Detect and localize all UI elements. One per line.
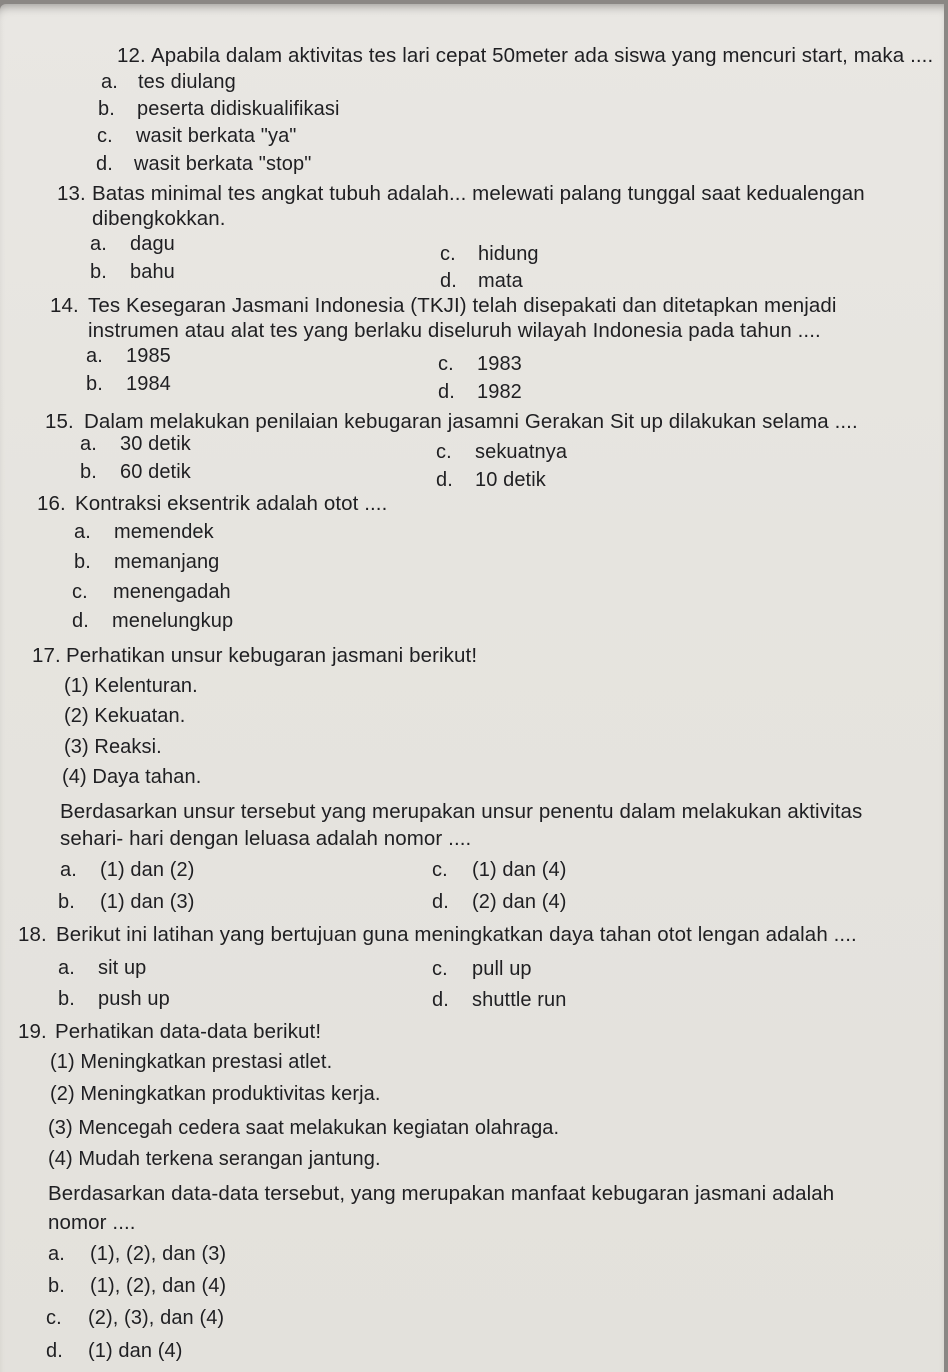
list-item: (2) Kekuatan. bbox=[64, 705, 186, 727]
question-17-stem: Berdasarkan unsur tersebut yang merupakan unsur penentu dalam melakukan aktivitas bbox=[60, 800, 863, 823]
option-letter: a. bbox=[90, 233, 107, 255]
option-text: 30 detik bbox=[120, 433, 191, 455]
option-text: (1) dan (4) bbox=[88, 1340, 183, 1362]
list-item: (1) Meningkatkan prestasi atlet. bbox=[50, 1051, 333, 1073]
list-item: (4) Mudah terkena serangan jantung. bbox=[48, 1148, 381, 1170]
option-text: (2) dan (4) bbox=[472, 891, 567, 913]
option-letter: a. bbox=[101, 71, 118, 93]
option-text: menelungkup bbox=[112, 610, 234, 632]
option-text: sit up bbox=[98, 957, 147, 979]
option-text: hidung bbox=[478, 243, 539, 265]
list-item: (3) Reaksi. bbox=[64, 736, 162, 758]
option-text: menengadah bbox=[113, 581, 231, 603]
option-letter: d. bbox=[432, 989, 449, 1011]
question-17-text: Perhatikan unsur kebugaran jasmani berikut! bbox=[66, 644, 478, 667]
option-letter: a. bbox=[60, 859, 77, 881]
option-letter: b. bbox=[58, 891, 75, 913]
option-text: peserta didiskualifikasi bbox=[137, 98, 340, 120]
option-text: (1) dan (4) bbox=[472, 859, 567, 881]
option-text: 1982 bbox=[477, 381, 522, 403]
list-item: (1) Kelenturan. bbox=[64, 675, 198, 697]
question-12-text: Apabila dalam aktivitas tes lari cepat 50meter ada siswa yang mencuri start, maka .... bbox=[151, 44, 934, 67]
option-letter: d. bbox=[72, 610, 89, 632]
option-text: sekuatnya bbox=[475, 441, 568, 463]
question-17-stem-line2: sehari- hari dengan leluasa adalah nomor .... bbox=[60, 827, 472, 850]
option-text: memanjang bbox=[114, 551, 220, 573]
option-letter: a. bbox=[74, 521, 91, 543]
option-letter: c. bbox=[436, 441, 452, 463]
option-text: (1), (2), dan (4) bbox=[90, 1275, 227, 1297]
option-letter: b. bbox=[48, 1275, 65, 1297]
option-text: memendek bbox=[114, 521, 214, 543]
option-letter: d. bbox=[436, 469, 453, 491]
option-letter: d. bbox=[438, 381, 455, 403]
option-letter: a. bbox=[58, 957, 75, 979]
option-text: dagu bbox=[130, 233, 175, 255]
option-text: 10 detik bbox=[475, 469, 546, 491]
option-letter: b. bbox=[74, 551, 91, 573]
option-letter: d. bbox=[432, 891, 449, 913]
list-item: (2) Meningkatkan produktivitas kerja. bbox=[50, 1083, 381, 1105]
question-14-number: 14. bbox=[50, 294, 79, 317]
exam-paper bbox=[0, 4, 944, 1372]
question-14-text: Tes Kesegaran Jasmani Indonesia (TKJI) telah disepakati dan ditetapkan menjadi bbox=[88, 294, 837, 317]
question-16-number: 16. bbox=[37, 492, 66, 515]
option-text: pull up bbox=[472, 958, 532, 980]
question-15-number: 15. bbox=[45, 410, 74, 433]
question-16-text: Kontraksi eksentrik adalah otot .... bbox=[75, 492, 388, 515]
option-text: 1984 bbox=[126, 373, 171, 395]
question-13-number: 13. bbox=[57, 182, 86, 205]
option-letter: a. bbox=[48, 1243, 65, 1265]
option-letter: c. bbox=[46, 1307, 62, 1329]
option-text: 60 detik bbox=[120, 461, 191, 483]
option-text: wasit berkata "ya" bbox=[136, 125, 297, 147]
question-18-number: 18. bbox=[18, 923, 47, 946]
option-text: tes diulang bbox=[138, 71, 236, 93]
option-letter: b. bbox=[90, 261, 107, 283]
question-14-text-line2: instrumen atau alat tes yang berlaku diseluruh wilayah Indonesia pada tahun .... bbox=[88, 319, 821, 342]
question-18-text: Berikut ini latihan yang bertujuan guna meningkatkan daya tahan otot lengan adalah .... bbox=[56, 923, 857, 946]
option-text: shuttle run bbox=[472, 989, 567, 1011]
option-letter: c. bbox=[438, 353, 454, 375]
list-item: (3) Mencegah cedera saat melakukan kegiatan olahraga. bbox=[48, 1117, 560, 1139]
question-19-stem-line2: nomor .... bbox=[48, 1211, 136, 1234]
option-letter: c. bbox=[440, 243, 456, 265]
option-letter: a. bbox=[86, 345, 103, 367]
option-text: (1), (2), dan (3) bbox=[90, 1243, 227, 1265]
option-letter: a. bbox=[80, 433, 97, 455]
option-letter: b. bbox=[98, 98, 115, 120]
option-text: (2), (3), dan (4) bbox=[88, 1307, 225, 1329]
question-12-number: 12. bbox=[117, 44, 146, 67]
option-letter: b. bbox=[58, 988, 75, 1010]
option-letter: d. bbox=[46, 1340, 63, 1362]
question-19-text: Perhatikan data-data berikut! bbox=[55, 1020, 322, 1043]
option-text: 1985 bbox=[126, 345, 171, 367]
option-text: wasit berkata "stop" bbox=[134, 153, 312, 175]
option-text: 1983 bbox=[477, 353, 522, 375]
option-letter: c. bbox=[72, 581, 88, 603]
question-19-stem: Berdasarkan data-data tersebut, yang merupakan manfaat kebugaran jasmani adalah bbox=[48, 1182, 835, 1205]
option-text: push up bbox=[98, 988, 170, 1010]
option-text: bahu bbox=[130, 261, 175, 283]
option-letter: c. bbox=[97, 125, 113, 147]
question-19-number: 19. bbox=[18, 1020, 47, 1043]
option-text: (1) dan (2) bbox=[100, 859, 195, 881]
option-letter: b. bbox=[86, 373, 103, 395]
option-letter: b. bbox=[80, 461, 97, 483]
list-item: (4) Daya tahan. bbox=[62, 766, 202, 788]
question-15-text: Dalam melakukan penilaian kebugaran jasamni Gerakan Sit up dilakukan selama .... bbox=[84, 410, 858, 433]
option-letter: d. bbox=[96, 153, 113, 175]
option-text: (1) dan (3) bbox=[100, 891, 195, 913]
question-17-number: 17. bbox=[32, 644, 61, 667]
option-text: mata bbox=[478, 270, 523, 292]
option-letter: c. bbox=[432, 859, 448, 881]
question-13-text-line2: dibengkokkan. bbox=[92, 207, 226, 230]
question-13-text: Batas minimal tes angkat tubuh adalah... melewati palang tunggal saat kedualengan bbox=[92, 182, 865, 205]
option-letter: c. bbox=[432, 958, 448, 980]
option-letter: d. bbox=[440, 270, 457, 292]
